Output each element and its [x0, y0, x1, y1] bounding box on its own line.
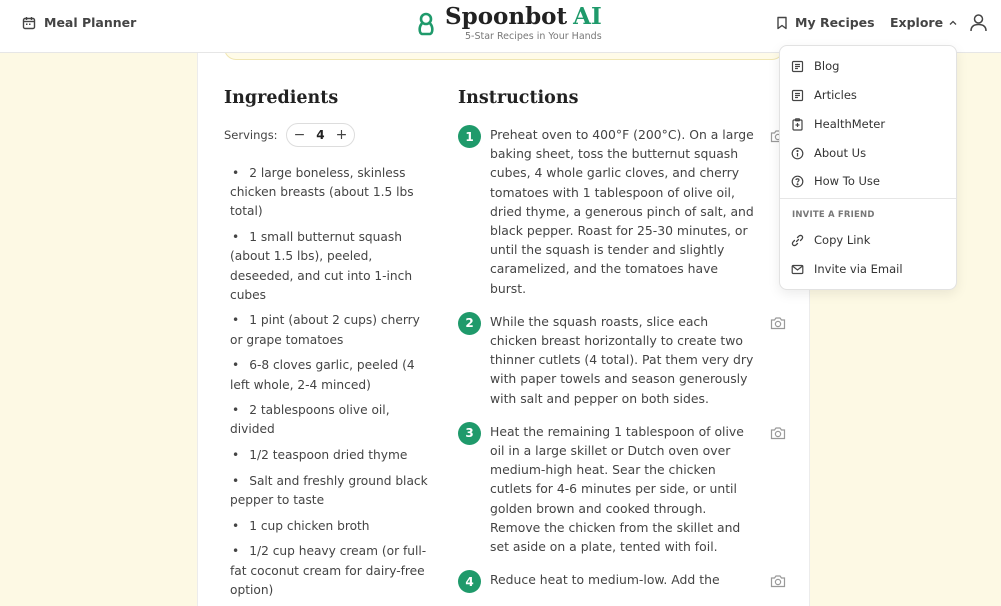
ingredient-item: • 1/2 cup heavy cream (or full-fat coconut cream for dairy-free option)	[230, 542, 428, 600]
step-text: Reduce heat to medium-low. Add the	[490, 572, 720, 588]
servings-label: Servings:	[224, 128, 278, 142]
articles-icon	[791, 89, 804, 102]
my-recipes-label: My Recipes	[795, 15, 875, 30]
user-icon	[969, 13, 988, 32]
recipe-card	[197, 53, 810, 606]
servings-value: 4	[316, 128, 325, 142]
explore-dropdown-menu	[779, 45, 957, 290]
camera-icon[interactable]	[770, 426, 786, 440]
info-icon	[791, 147, 804, 160]
bookmark-icon	[776, 16, 788, 30]
menu-divider	[780, 198, 956, 199]
blog-icon	[791, 60, 804, 73]
healthmeter-icon	[791, 118, 804, 131]
decrease-servings-button[interactable]: −	[293, 127, 306, 143]
menu-item-copy-link[interactable]	[791, 233, 870, 247]
chevron-up-icon	[948, 18, 958, 28]
step-number-badge: 4	[458, 570, 481, 593]
brand-tagline: 5-Star Recipes in Your Hands	[465, 31, 602, 42]
menu-item-label: Copy Link	[814, 233, 871, 247]
ingredient-item: • 6-8 cloves garlic, peeled (4 left whole, 2-4 minced)	[230, 356, 428, 394]
instructions-list	[458, 125, 788, 589]
ingredient-item: • 2 large boneless, skinless chicken breasts (about 1.5 lbs total)	[230, 164, 428, 222]
invite-section-title: INVITE A FRIEND	[792, 210, 875, 220]
instruction-step	[458, 422, 788, 556]
camera-icon[interactable]	[770, 574, 786, 588]
menu-item-label: HealthMeter	[814, 117, 886, 131]
menu-item-invite-email[interactable]	[791, 262, 903, 276]
instruction-step	[458, 570, 788, 589]
step-text: Preheat oven to 400°F (200°C). On a large baking sheet, toss the butternut squash cubes, 4 whole garlic cloves, and cherry tomatoes with 1 tablespoon of olive oil, dried thyme, a generous pinch of salt, and black pepper. Roast for 25-30 minutes, or until the squash is tender and slightly caramelized, and the tomatoes have burst.	[490, 127, 754, 296]
servings-control	[224, 123, 424, 147]
step-text: While the squash roasts, slice each chicken breast horizontally to create two thinner cutlets (4 total). Pat them very dry with paper towels and season generously with salt and pepper on both sides.	[490, 313, 754, 406]
brand-name-text: Spoonbot	[445, 3, 568, 30]
ingredient-item: • 1/2 teaspoon dried thyme	[230, 446, 428, 465]
brand-ai-text: AI	[573, 3, 602, 30]
instructions-heading: Instructions	[458, 88, 579, 108]
menu-item-articles[interactable]	[791, 88, 857, 102]
brand-name	[445, 4, 602, 30]
ingredients-heading: Ingredients	[224, 88, 339, 108]
ingredient-item: • 2 tablespoons olive oil, divided	[230, 401, 428, 439]
menu-item-label: Invite via Email	[814, 262, 903, 276]
user-account-button[interactable]	[969, 13, 988, 36]
spoonbot-logo-icon	[417, 12, 435, 36]
my-recipes-link[interactable]	[776, 15, 875, 30]
step-number-badge: 2	[458, 312, 481, 335]
brand-logo[interactable]	[417, 4, 602, 42]
menu-item-about-us[interactable]	[791, 146, 866, 160]
servings-stepper	[286, 123, 356, 147]
increase-servings-button[interactable]: +	[335, 127, 348, 143]
ingredients-section	[224, 88, 428, 606]
ingredient-item: • 1 small butternut squash (about 1.5 lbs), peeled, deseeded, and cut into 1-inch cubes	[230, 228, 428, 305]
instructions-section	[458, 88, 788, 603]
link-icon	[791, 234, 804, 247]
step-text: Heat the remaining 1 tablespoon of olive oil in a large skillet or Dutch oven over medium-high heat. Sear the chicken cutlets for 4-6 minutes per side, or until golden brown and cooked through. Remove the chicken from the skillet and set aside on a plate, tented with foil.	[490, 423, 744, 555]
email-icon	[791, 263, 804, 276]
help-icon	[791, 175, 804, 188]
meal-planner-label: Meal Planner	[44, 15, 137, 30]
ingredients-list	[230, 164, 428, 600]
explore-label: Explore	[890, 15, 944, 30]
ingredient-item: • 1 cup chicken broth	[230, 517, 428, 536]
menu-item-blog[interactable]	[791, 59, 839, 73]
ingredient-item: • Salt and freshly ground black pepper to taste	[230, 472, 428, 510]
menu-item-label: How To Use	[814, 174, 880, 188]
menu-item-label: About Us	[814, 146, 867, 160]
calendar-icon	[22, 16, 36, 30]
ingredient-item: • 1 pint (about 2 cups) cherry or grape tomatoes	[230, 311, 428, 349]
recipe-summary-panel	[224, 53, 784, 60]
menu-item-how-to-use[interactable]	[791, 174, 880, 188]
camera-icon[interactable]	[770, 316, 786, 330]
instruction-step	[458, 312, 788, 408]
instruction-step	[458, 125, 788, 298]
menu-item-healthmeter[interactable]	[791, 117, 885, 131]
step-number-badge: 3	[458, 422, 481, 445]
meal-planner-link[interactable]	[22, 15, 136, 30]
menu-item-label: Articles	[814, 88, 857, 102]
step-number-badge: 1	[458, 125, 481, 148]
menu-item-label: Blog	[814, 59, 840, 73]
explore-menu-toggle[interactable]	[890, 15, 958, 30]
